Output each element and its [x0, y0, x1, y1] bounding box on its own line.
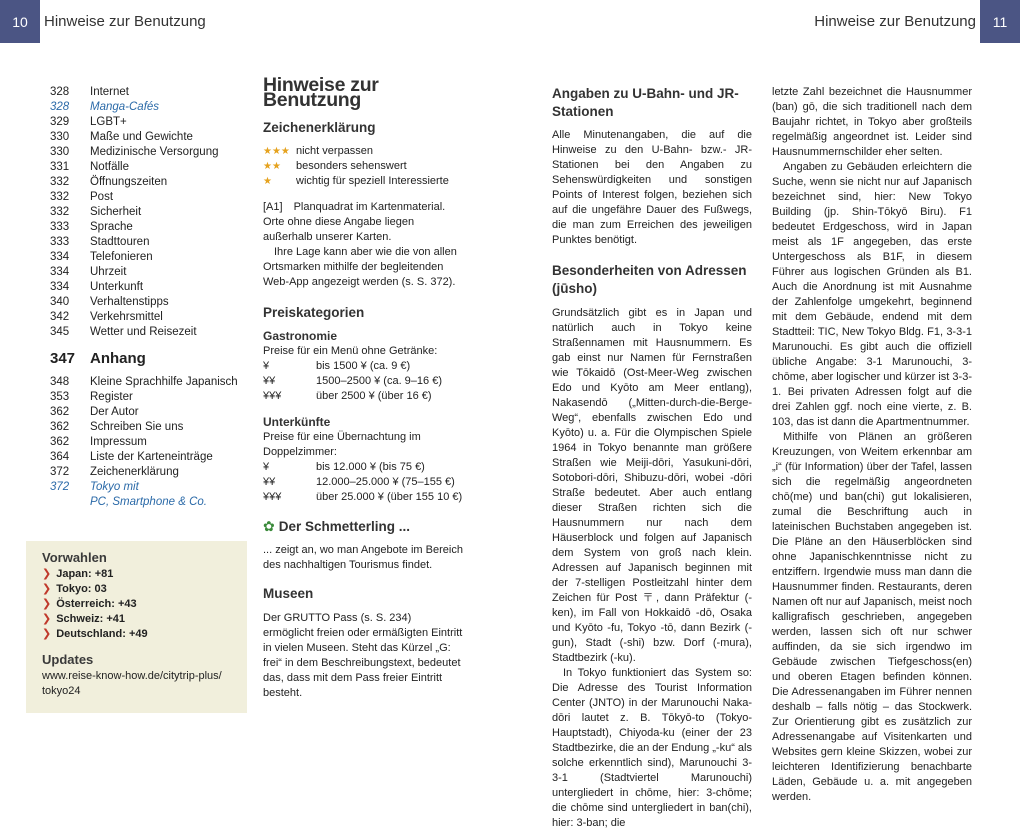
unterkunft-heading: Unterkünfte: [263, 415, 331, 429]
chevron-right-icon: ❯: [42, 598, 52, 610]
price-range: 12.000–25.000 ¥ (75–155 €): [316, 476, 455, 488]
toc-page-number: 362: [50, 436, 70, 448]
toc-page-number: 331: [50, 161, 70, 173]
chevron-right-icon: ❯: [42, 568, 52, 580]
bahn-paragraph: Alle Minutenangaben, die auf die Hinweise zu den U-Bahn- bzw.- JR-Stationen bei den Angaben zu Sehenswürdigkeiten und sonstigen Points of Interest folgen, beziehen sich auf die ungefähre Dauer des Fußwegs, die man zum Erreichen des jeweiligen Punktes benötigt.: [552, 129, 752, 246]
left-page-number: 10: [0, 0, 40, 43]
toc-entry-title: Sprache: [90, 221, 133, 233]
toc-row: [50, 435, 250, 450]
toc-section-title: Anhang: [90, 350, 146, 367]
museen-text: Der GRUTTO Pass (s. S. 234) ermöglicht freien oder ermäßigten Eintritt in vielen Museen. Steht das Kürzel „G: frei“ in dem Beschreibungstext, bedeutet das, dass mit dem Pass freier Eintritt besteht.: [263, 612, 463, 699]
toc-page-number: 332: [50, 206, 70, 218]
toc-entry-title: Sicherheit: [90, 206, 142, 218]
gastro-heading: Gastronomie: [263, 329, 338, 343]
toc-entry-title: Der Autor: [90, 406, 139, 418]
toc-page-number: 329: [50, 116, 70, 128]
toc-page-number: 332: [50, 176, 70, 188]
toc-row: [50, 405, 250, 420]
adressen-paragraph-2: In Tokyo funktioniert das System so: Die Adresse des Tourist Information Center (JNTO) in der Marunouchi Naka-dōri lautet z. B. Tōkyō-to (Tokyo-Hauptstadt), Chiyoda-ku (einer der 23 Stadtbezirke, die an der Endung „-ku“ als solche erkenntlich sind), Marunouchi 3-3-1 (Stadtviertel Marunouchi) untergliedert in chōme, hier: 3-chōme; die chōme sind untergliedert in ban(chi), hier: 3-ban; die: [552, 667, 752, 829]
dial-code-text: Deutschland: +49: [56, 628, 148, 640]
star-icon: ★★: [263, 161, 281, 172]
toc-page-number: 342: [50, 311, 70, 323]
table-of-contents: [50, 85, 250, 510]
toc-row: [50, 480, 250, 495]
toc-page-number: 332: [50, 191, 70, 203]
col4-paragraph-1: letzte Zahl bezeichnet die Hausnummer (ban) gō, die sich traditionell nach dem Baujahr richtet, in Tokyo aber großteils regelmäßig angeordnet ist. Leider sind Hausnummernschilder eher selten.: [772, 86, 972, 158]
price-symbol: ¥¥: [263, 476, 276, 488]
price-symbol: ¥: [263, 360, 270, 372]
price-symbol: ¥: [263, 461, 270, 473]
price-row: [263, 374, 463, 389]
toc-row: [50, 115, 250, 130]
toc-page-number: 340: [50, 296, 70, 308]
gastro-intro: Preise für ein Menü ohne Getränke:: [263, 345, 438, 357]
unterkunft-intro: Preise für eine Übernachtung im Doppelzimmer:: [263, 431, 421, 458]
star-legend-text: wichtig für speziell Interessierte: [296, 175, 449, 187]
dial-code-item: [42, 612, 247, 627]
info-box: [26, 541, 247, 713]
col4-paragraph-2: Angaben zu Gebäuden erleichtern die Suche, wenn sie nicht nur auf Japanisch bezeichnet sind, hier: New Tokyo Building (jp. Shin-Tōkyō Biru). F1 bedeutet Erdgeschoss, wird in Japan meist als 1F angegeben, das erste Untergeschoss als B1F, in diesem Führer aus logischen Gründen als B1. Auch die Anordnung ist mit Ausnahme der Zahlenfolge umgekehrt, beginnend mit dem Gebäude, endend mit dem Stadtteil: TIC, New Tokyo Bldg. F1, 3-3-1 Marunouchi. Es gibt auch die offiziell übliche Angabe: 3-1 Marunouchi, 3-chōme, aber logischer und kürzer ist 3-3-1. Bei privaten Adressen folgt auf die drei Zahlen ggf. noch eine vierte, z. B. 103, das ist dann die Apartmentnummer.: [772, 161, 972, 428]
toc-page-number: 333: [50, 236, 70, 248]
toc-row: [50, 390, 250, 405]
right-running-title: Hinweise zur Benutzung: [814, 13, 976, 30]
toc-entry-title: Stadttouren: [90, 236, 150, 248]
dial-code-text: Japan: +81: [56, 568, 114, 580]
toc-entry-title: Liste der Karteneinträge: [90, 451, 213, 463]
col4-paragraph-3: Mithilfe von Plänen an größeren Kreuzungen, von Weitem erkennbar am „i“ (für Information) über der Tafel, lassen sich die regelmäßig angeordneten chō(me) und ban(chi) gut lokalisieren, zumal die Beschriftung auch in lateinischen Buchstaben angegeben ist. Die Pläne an den Häuserblöcken sind ohne Japanischkenntnisse nicht zu entziffern. Irgendwie muss man dann die Hausnummer finden. Restaurants, deren Namen oft nur auf Japanisch, meist noch kalligrafisch geschrieben, angegeben werden, lassen sich oft nur schwer auffinden, da sie sich irgendwo im Gebäude zwischen Tiefgeschoss(en) und oberen Etagen befinden können. Die Adressenangaben im Führer nennen deshalb – falls nötig – das Stockwerk. Zur Orientierung gibt es zusätzlich zur Adressenangabe auf Visitenkarten und Websites gern kleine Skizzen, wobei zur leichteren Identifizierung benachbarte Läden, Gebäude u. a. mit angegeben werden.: [772, 431, 972, 803]
toc-entry-title: Internet: [90, 86, 129, 98]
toc-page-number: 330: [50, 131, 70, 143]
chevron-right-icon: ❯: [42, 628, 52, 640]
price-row: [263, 359, 463, 374]
toc-entry-title: Unterkunft: [90, 281, 144, 293]
a1-paragraph: [A1] Planquadrat im Kartenmaterial. Orte ohne diese Angabe liegen außerhalb unserer Karten.: [263, 201, 446, 243]
toc-row: [50, 145, 250, 160]
star-icon: ★: [263, 176, 272, 187]
left-running-title: Hinweise zur Benutzung: [44, 13, 206, 30]
toc-page-number: 345: [50, 326, 70, 338]
dial-code-item: [42, 567, 247, 582]
toc-entry-title: Register: [90, 391, 133, 403]
toc-page-number: 334: [50, 266, 70, 278]
price-row: [263, 389, 463, 404]
toc-entry-title: Zeichenerklärung: [90, 466, 179, 478]
toc-entry-title: Medizinische Versorgung: [90, 146, 219, 158]
toc-entry-title: Kleine Sprachhilfe Japanisch: [90, 376, 238, 388]
butterfly-icon: ✿: [263, 518, 275, 534]
price-range: über 25.000 ¥ (über 155 10 €): [316, 491, 463, 503]
toc-page-number: 364: [50, 451, 70, 463]
toc-page-number: 328: [50, 101, 70, 113]
a1-paragraph-2: Ihre Lage kann aber wie die von allen Ortsmarken mithilfe der begleitenden Web-App angezeigt werden (s. S. 372).: [263, 246, 457, 288]
toc-entry-title: Manga-Cafés: [90, 101, 160, 113]
updates-url-line1[interactable]: www.reise-know-how.de/citytrip-plus/: [42, 670, 222, 682]
toc-row: [50, 325, 250, 340]
right-page-number: 11: [980, 0, 1020, 43]
right-page-header: [814, 0, 1020, 43]
legend-column: [263, 74, 463, 701]
toc-row: [50, 280, 250, 295]
chevron-right-icon: ❯: [42, 583, 52, 595]
preis-heading: Preiskategorien: [263, 305, 365, 320]
schmetterling-heading: Der Schmetterling ...: [278, 519, 411, 534]
star-legend-row: [263, 144, 463, 159]
toc-page-number: 353: [50, 391, 70, 403]
toc-row: [50, 495, 250, 510]
page-title: Hinweise zur Benutzung: [263, 74, 379, 111]
price-range: 1500–2500 ¥ (ca. 9–16 €): [316, 375, 442, 387]
dial-code-item: [42, 627, 247, 642]
dial-code-text: Tokyo: 03: [56, 583, 107, 595]
price-range: bis 12.000 ¥ (bis 75 €): [316, 461, 425, 473]
chevron-right-icon: ❯: [42, 613, 52, 625]
toc-page-number: 362: [50, 421, 70, 433]
price-range: bis 1500 ¥ (ca. 9 €): [316, 360, 411, 372]
toc-page-number: 333: [50, 221, 70, 233]
toc-entry-title: Telefonieren: [90, 251, 153, 263]
toc-entry-title: Öffnungszeiten: [90, 176, 168, 188]
toc-row: [50, 465, 250, 480]
zeichen-heading: Zeichenerklärung: [263, 120, 376, 135]
toc-entry-title: Impressum: [90, 436, 147, 448]
toc-entry-title: Verkehrsmittel: [90, 311, 163, 323]
toc-row: [50, 250, 250, 265]
toc-entry-title: Maße und Gewichte: [90, 131, 193, 143]
toc-page-number: 372: [50, 481, 70, 493]
star-legend-text: nicht verpassen: [296, 145, 374, 157]
toc-page-number: 334: [50, 251, 70, 263]
dial-code-item: [42, 597, 247, 612]
toc-entry-title: Tokyo mit: [90, 481, 139, 493]
text-column-3: [552, 85, 752, 831]
toc-row: [50, 85, 250, 100]
toc-entry-title: LGBT+: [90, 116, 127, 128]
schmetterling-text: ... zeigt an, wo man Angebote im Bereich des nachhaltigen Tourismus findet.: [263, 544, 463, 571]
toc-row: [50, 375, 250, 390]
bahn-heading: Angaben zu U-Bahn- und JR-Stationen: [552, 86, 739, 119]
price-row: [263, 490, 463, 505]
toc-page-number: 348: [50, 376, 70, 388]
price-symbol: ¥¥: [263, 375, 276, 387]
toc-page-number: 334: [50, 281, 70, 293]
toc-row: [50, 450, 250, 465]
toc-row: [50, 100, 250, 115]
toc-page-number: 362: [50, 406, 70, 418]
toc-section: [50, 350, 250, 367]
toc-row: [50, 265, 250, 280]
toc-page-number: [50, 495, 90, 510]
toc-row: [50, 160, 250, 175]
left-page-header: [0, 0, 206, 43]
price-symbol: ¥¥¥: [263, 491, 282, 503]
price-row: [263, 460, 463, 475]
toc-entry-title: Uhrzeit: [90, 266, 127, 278]
toc-row: [50, 175, 250, 190]
toc-page-number: 328: [50, 86, 70, 98]
museen-heading: Museen: [263, 586, 314, 601]
adressen-heading: Besonderheiten von Adressen (jūsho): [552, 263, 747, 296]
toc-entry-title: Verhaltenstipps: [90, 296, 169, 308]
toc-entry-title: Notfälle: [90, 161, 129, 173]
toc-page-number: 372: [50, 466, 70, 478]
toc-section-page: 347: [50, 350, 76, 367]
star-legend-row: [263, 174, 463, 189]
toc-row: [50, 420, 250, 435]
star-legend-text: besonders sehenswert: [296, 160, 407, 172]
toc-entry-title: Wetter und Reisezeit: [90, 326, 197, 338]
toc-entry-title: Schreiben Sie uns: [90, 421, 184, 433]
toc-entry-title: PC, Smartphone & Co.: [90, 496, 207, 508]
price-range: über 2500 ¥ (über 16 €): [316, 390, 432, 402]
toc-row: [50, 190, 250, 205]
text-column-4: [772, 85, 972, 805]
toc-page-number: 330: [50, 146, 70, 158]
adressen-paragraph-1: Grundsätzlich gibt es in Japan und natürlich auch in Tokyo keine Straßennamen mit Hausnummern. Es gab einst nur Namen für Fernstraßen wie Tōkaidō (Ost-Meer-Weg zwischen Edo und Kyōto am Meer entlang), Nakasendō („Mitten-durch-die-Berge-Weg“, ebenfalls zwischen Edo und Kyōto) u. a. Für die Olympischen Spiele 1964 in Tokyo benannte man größere Straßen wie Meiji-dōri, Yasukuni-dōri, Sotobori-dōri, Shibuzu-dōri, wobei -dōri Straße bedeutet. Aber auch entlang dieser Straßen richten sich die Hausnummern nur nach dem Häuserblock und folgen auf Japanisch dem System von groß nach klein. Adressen auf Japanisch beginnen mit der 7-stelligen Postleitzahl hinter dem Zeichen für Post 〒, dann Präfektur (-ken), im Fall von Hokkaidō -dō, Osaka und Kyōto -fu, Tokyo -tō, dann Bezirk (-gun), Stadt (-shi) bzw. Dorf (-mura), Stadtbezirk (-ku).: [552, 307, 752, 664]
toc-row: [50, 130, 250, 145]
price-symbol: ¥¥¥: [263, 390, 282, 402]
updates-url-line2[interactable]: tokyo24: [42, 685, 81, 697]
star-legend-row: [263, 159, 463, 174]
toc-row: [50, 235, 250, 250]
dial-code-text: Österreich: +43: [56, 598, 137, 610]
dial-code-text: Schweiz: +41: [56, 613, 126, 625]
updates-title: Updates: [42, 652, 94, 667]
box-title: Vorwahlen: [42, 550, 107, 565]
star-icon: ★★★: [263, 146, 290, 157]
toc-row: [50, 205, 250, 220]
toc-row: [50, 310, 250, 325]
toc-row: [50, 295, 250, 310]
dial-code-item: [42, 582, 247, 597]
price-row: [263, 475, 463, 490]
toc-row: [50, 220, 250, 235]
toc-entry-title: Post: [90, 191, 114, 203]
